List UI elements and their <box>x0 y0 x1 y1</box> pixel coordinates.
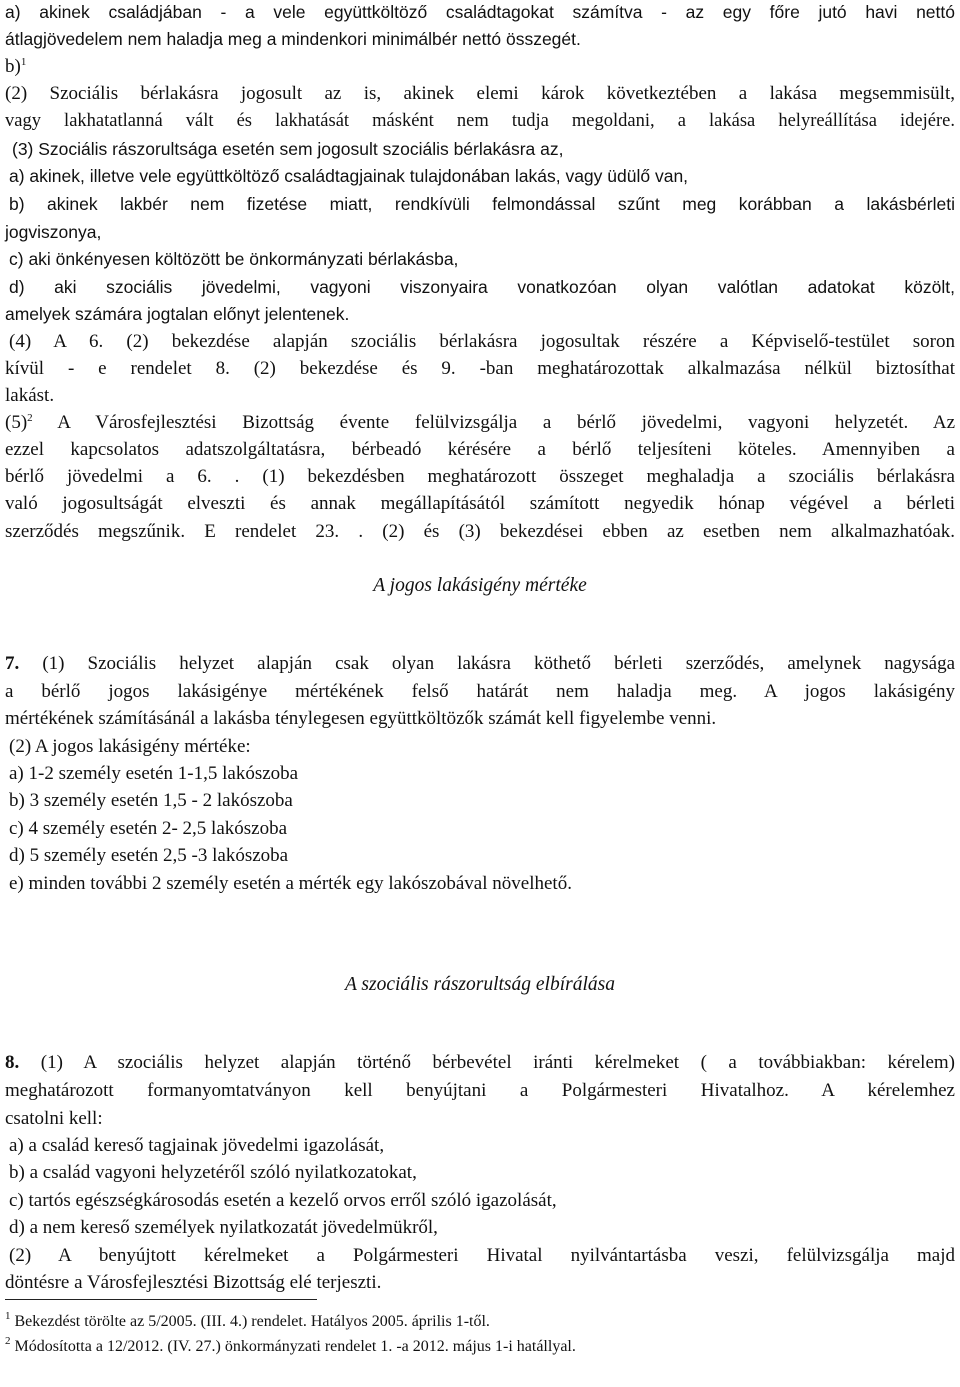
text-line: kívül - e rendelet 8. (2) bekezdése és 9. -ban meghatározottak alkalmazása nélkül biztosíthat <box>5 358 955 379</box>
list-item: c) 4 személy esetén 2- 2,5 lakószoba <box>9 818 288 839</box>
text-line: $(5)^2$ A Városfejlesztési Bizottság évente felülvizsgálja a bérlő jövedelmi, vagyoni helyzetét. Az <box>5 412 955 433</box>
list-item: d) 5 személy esetén 2,5 -3 lakószoba <box>9 845 289 866</box>
text-line: (2) A benyújtott kérelmeket a Polgármesteri Hivatal nyilvántartásba veszi, felülvizsgálja majd <box>9 1245 955 1266</box>
list-item: a) 1-2 személy esetén 1-1,5 lakószoba <box>9 763 299 784</box>
text-line: a) akinek, illetve vele együttköltöző családtagjainak tulajdonában lakás, vagy üdülő van, <box>9 166 689 186</box>
list-item: e) minden további 2 személy esetén a mérték egy lakószobával növelhető. <box>9 873 572 894</box>
text-line: vagy lakhatatlanná vált és lakhatását másként nem tudja megoldani, a lakása helyreállítása idejére. <box>5 111 955 131</box>
section-number: 7. <box>5 653 20 674</box>
footnote: $^1$ Bekezdést törölte az 5/2005. (III. 4.) rendelet. Hatályos 2005. április 1-től. <box>5 1310 490 1330</box>
list-item: d) a nem kereső személyek nyilatkozatát jövedelmükről, <box>9 1217 438 1238</box>
text-line: b) akinek lakbér nem fizetése miatt, rendkívüli felmondással szűnt meg korábban a lakásbérleti <box>9 194 955 214</box>
text-line: szerződés megszűnik. E rendelet 23. . (2) és (3) bekezdései ebben az esetben nem alkalmazhatóak. <box>5 521 955 542</box>
footnote-ref: 2 <box>27 412 33 424</box>
text-line: (3) Szociális rászorultsága esetén sem jogosult szociális bérlakásra az, <box>12 139 564 159</box>
text-line: átlagjövedelem nem haladja meg a mindenkori minimálbér nettó összegét. <box>5 29 581 49</box>
footnote-number: 2 <box>5 1335 11 1347</box>
text-line: d) aki szociális jövedelmi, vagyoni viszonyaira vonatkozóan olyan valótlan adatokat közölt, <box>9 277 955 297</box>
text-line: bérlő jövedelmi a 6. . (1) bekezdésben meghatározott összeget meghaladja a szociális bérlakásra <box>5 466 955 487</box>
section-heading: A jogos lakásigény mértéke <box>373 575 587 596</box>
footnote-separator <box>5 1299 317 1300</box>
text-line: döntésre a Városfejlesztési Bizottság elé terjeszti. <box>5 1272 382 1293</box>
footnote-ref: 1 <box>20 56 27 68</box>
text-line: c) aki önkényesen költözött be önkormányzati bérlakásba, <box>9 249 459 269</box>
text-line: mértékének számításánál a lakásba ténylegesen együttköltözők számát kell figyelembe venni. <box>5 708 717 729</box>
list-item: b) a család vagyoni helyzetéről szóló nyilatkozatokat, <box>9 1162 417 1183</box>
footnote-number: 1 <box>5 1310 11 1322</box>
text-line: való jogosultságát elveszti és annak megállapításától számított negyedik hónap végével a bérleti <box>5 493 955 514</box>
text-line: (4) A 6. (2) bekezdése alapján szociális bérlakásra jogosultak részére a Képviselő-testület soron <box>9 331 955 352</box>
list-item: a) a család kereső tagjainak jövedelmi igazolását, <box>9 1135 385 1156</box>
footnote: $^2$ Módosította a 12/2012. (IV. 27.) önkormányzati rendelet 1. -a 2012. május 1-i hatállyal. <box>5 1335 576 1355</box>
section-heading: A szociális rászorultság elbírálása <box>345 974 615 995</box>
text-line: amelyek számára jogtalan előnyt jelentenek. <box>5 304 350 324</box>
list-item: b) 3 személy esetén 1,5 - 2 lakószoba <box>9 790 293 811</box>
section-number: 8. <box>5 1052 20 1073</box>
text-line: lakást. <box>5 385 55 406</box>
text-line: jogviszonya, <box>5 222 102 242</box>
text-line: csatolni kell: <box>5 1108 103 1129</box>
text-line: meghatározott formanyomtatványon kell benyújtani a Polgármesteri Hivatalhoz. A kérelemhez <box>5 1080 955 1101</box>
text-line: a) akinek családjában - a vele együttköltöző családtagokat számítva - az egy főre jutó havi nettó <box>5 2 955 22</box>
text-line: (2) Szociális bérlakásra jogosult az is, akinek elemi károk következtében a lakása megsemmisült, <box>5 83 955 104</box>
text-line: 8. (1) A szociális helyzet alapján történő bérbevétel iránti kérelmeket ( a továbbiakban: kérelem) <box>5 1052 955 1073</box>
text-line: 7. (1) Szociális helyzet alapján csak olyan lakásra köthető bérleti szerződés, amelynek nagysága <box>5 653 955 674</box>
text-line: a bérlő jogos lakásigénye mértékének felső határát nem haladja meg. A jogos lakásigény <box>5 681 955 702</box>
text-line: ezzel kapcsolatos adatszolgáltatásra, bérbeadó kérésére a bérlő teljesíteni köteles. Amennyiben a <box>5 439 955 460</box>
text-line: (2) A jogos lakásigény mértéke: <box>9 736 251 757</box>
list-item: c) tartós egészségkárosodás esetén a kezelő orvos erről szóló igazolását, <box>9 1190 557 1211</box>
text-line: b)$^1$ <box>5 56 27 77</box>
